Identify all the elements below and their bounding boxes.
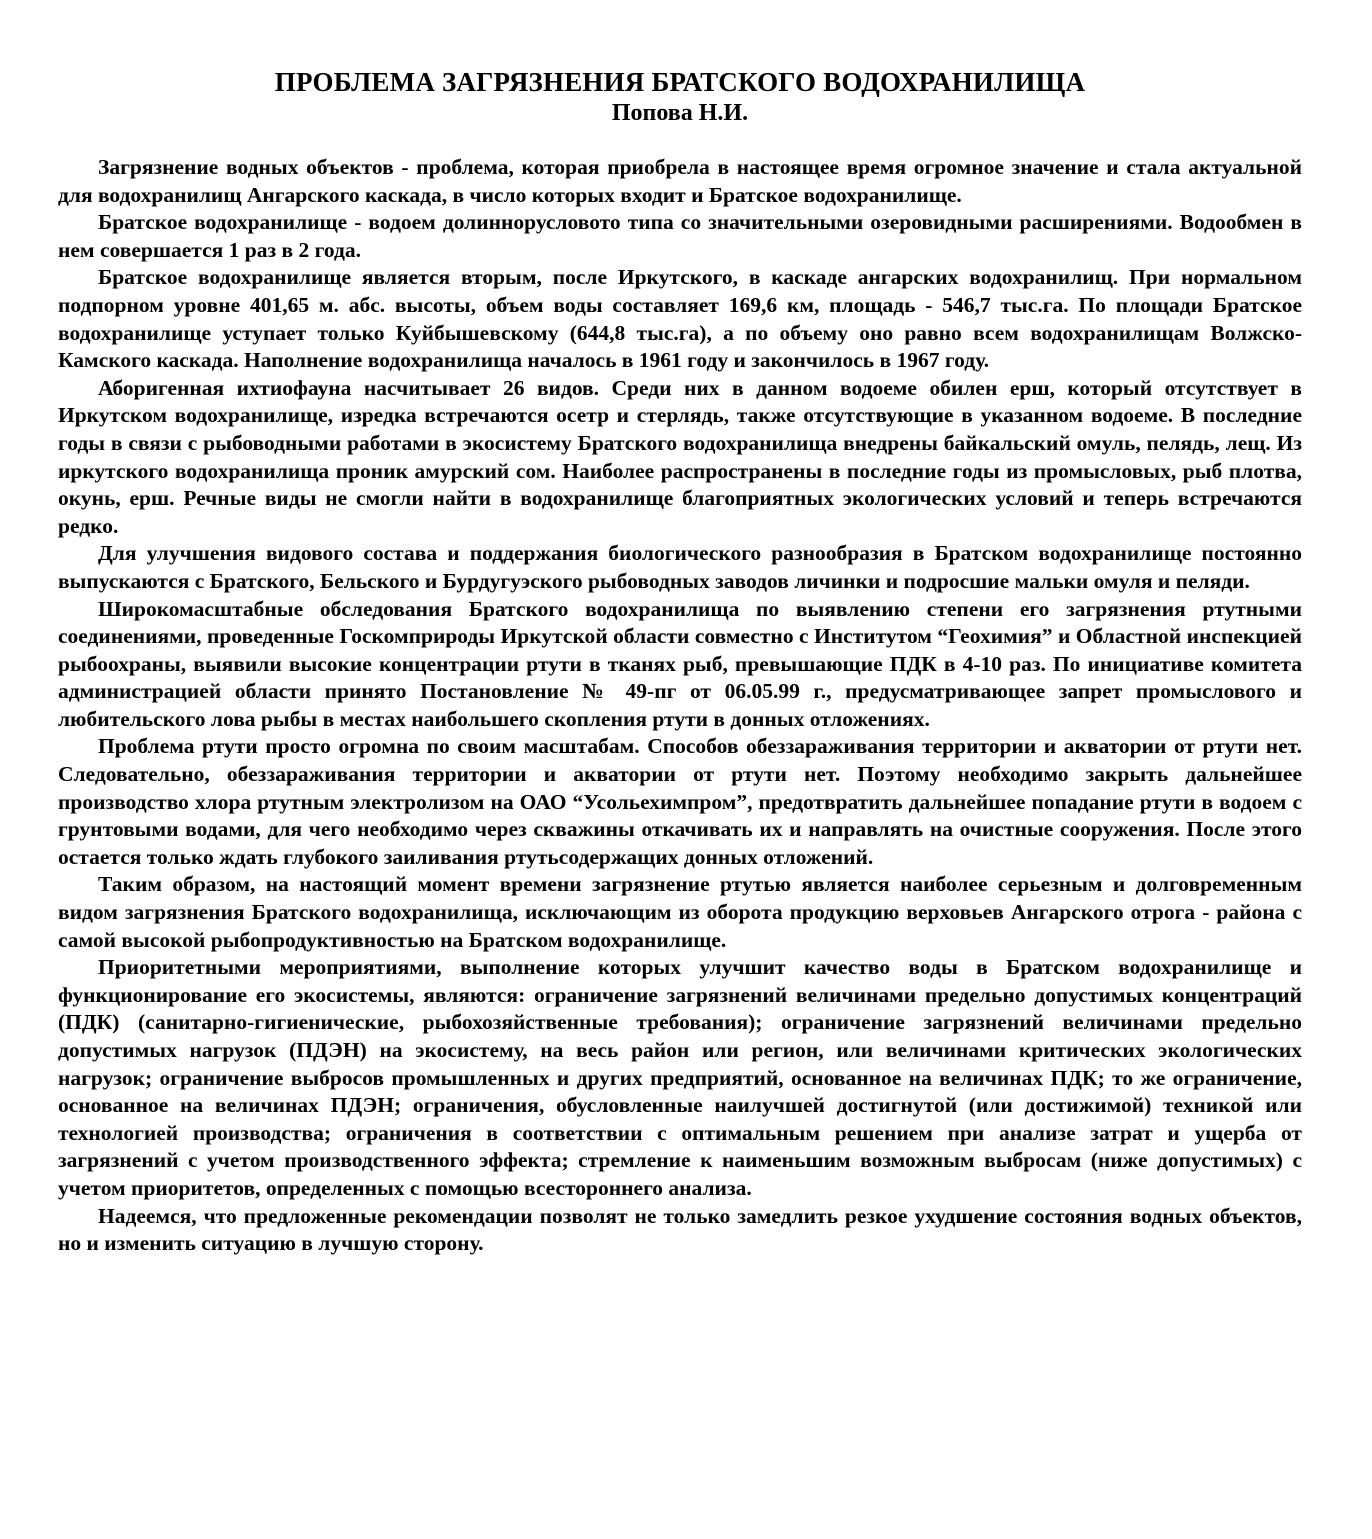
document-title: ПРОБЛЕМА ЗАГРЯЗНЕНИЯ БРАТСКОГО ВОДОХРАНИЛИЩА — [274, 67, 1086, 97]
paragraph: Братское водохранилище - водоем долиннорусловото типа со значительными озеровидными расширениями. Водообмен в нем совершается 1 раз в 2 года. — [58, 210, 1302, 262]
paragraph: Приоритетными мероприятиями, выполнение которых улучшит качество воды в Братском водохранилище и функционирование его экосистемы, являются: ограничение загрязнений величинами предельно допустимых концентраций (ПДК) (санитарно-гигиенические, рыбохозяйственные требования); ограничение загрязнений величинами предельно допустимых нагрузок (ПДЭН) на экосистему, на весь район или регион, или величинами критических экологических нагрузок; ограничение выбросов промышленных и других предприятий, основанное на величинах ПДК; то же ограничение, основанное на величинах ПДЭН; ограничения, обусловленные наилучшей достигнутой (или достижимой) техникой или технологией производства; ограничения в соответствии с оптимальным решением при анализе затрат и ущерба от загрязнений с учетом производственного эффекта; стремление к наименьшим возможным выбросам (ниже допустимых) с учетом приоритетов, определенных с помощью всестороннего анализа. — [58, 955, 1302, 1200]
paragraph: Широкомасштабные обследования Братского водохранилища по выявлению степени его загрязнения ртутными соединениями, проведенные Госкомприроды Иркутской области совместно с Институтом “Геохимия” и Областной инспекцией рыбоохраны, выявили высокие концентрации ртути в тканях рыб, превышающие ПДК в 4-10 раз. По инициативе комитета администрацией области принято Постановление № 49-пг от 06.05.99 г., предусматривающее запрет промыслового и любительского лова рыбы в местах наибольшего скопления ртути в донных отложениях. — [58, 596, 1302, 731]
paragraph: Таким образом, на настоящий момент времени загрязнение ртутью является наиболее серьезным и долговременным видом загрязнения Братского водохранилища, исключающим из оборота продукцию верховьев Ангарского отрога - района с самой высокой рыбопродуктивностью на Братском водохранилище. — [58, 872, 1302, 952]
paragraph: Надеемся, что предложенные рекомендации позволят не только замедлить резкое ухудшение состояния водных объектов, но и изменить ситуацию в лучшую сторону. — [58, 1203, 1302, 1256]
document-author: Попова Н.И. — [611, 100, 749, 126]
paragraph: Аборигенная ихтиофауна насчитывает 26 видов. Среди них в данном водоеме обилен ерш, который отсутствует в Иркутском водохранилище, изредка встречаются осетр и стерлядь, также отсутствующие в указанном водоеме. В последние годы в связи с рыбоводными работами в экосистему Братского водохранилища внедрены байкальский омуль, пелядь, лещ. Из иркутского водохранилища проник амурский сом. Наиболее распространены в последние годы из промысловых, рыб плотва, окунь, ерш. Речные виды не смогли найти в водохранилище благоприятных экологических условий и теперь встречаются редко. — [58, 375, 1302, 538]
paragraph: Для улучшения видового состава и поддержания биологического разнообразия в Братском водохранилище постоянно выпускаются с Братского, Бельского и Бурдугуэского рыбоводных заводов личинки и подросшие мальки омуля и пеляди. — [58, 541, 1302, 593]
paragraph: Загрязнение водных объектов - проблема, которая приобрела в настоящее время огромное значение и стала актуальной для водохранилищ Ангарского каскада, в число которых входит и Братское водохранилище. — [58, 155, 1302, 207]
document-page — [58, 66, 1302, 1258]
paragraph: Проблема ртути просто огромна по своим масштабам. Способов обеззараживания территории и акватории от ртути нет. Следовательно, обеззараживания территории и акватории от ртути нет. Поэтому необходимо закрыть дальнейшее производство хлора ртутным электролизом на ОАО “Усольехимпром”, предотвратить дальнейшее попадание ртути в водоем с грунтовыми водами, для чего необходимо через скважины откачивать их и направлять на очистные сооружения. После этого остается только ждать глубокого заиливания ртутьсодержащих донных отложений. — [58, 734, 1302, 869]
document-body — [58, 154, 1302, 1258]
paragraph: Братское водохранилище является вторым, после Иркутского, в каскаде ангарских водохранилищ. При нормальном подпорном уровне 401,65 м. абс. высоты, объем воды составляет 169,6 км, площадь - 546,7 тыс.га. По площади Братское водохранилище уступает только Куйбышевскому (644,8 тыс.га), а по объему оно равно всем водохранилищам Волжско-Камского каскада. Наполнение водохранилища началось в 1961 году и закончилось в 1967 году. — [58, 265, 1302, 373]
